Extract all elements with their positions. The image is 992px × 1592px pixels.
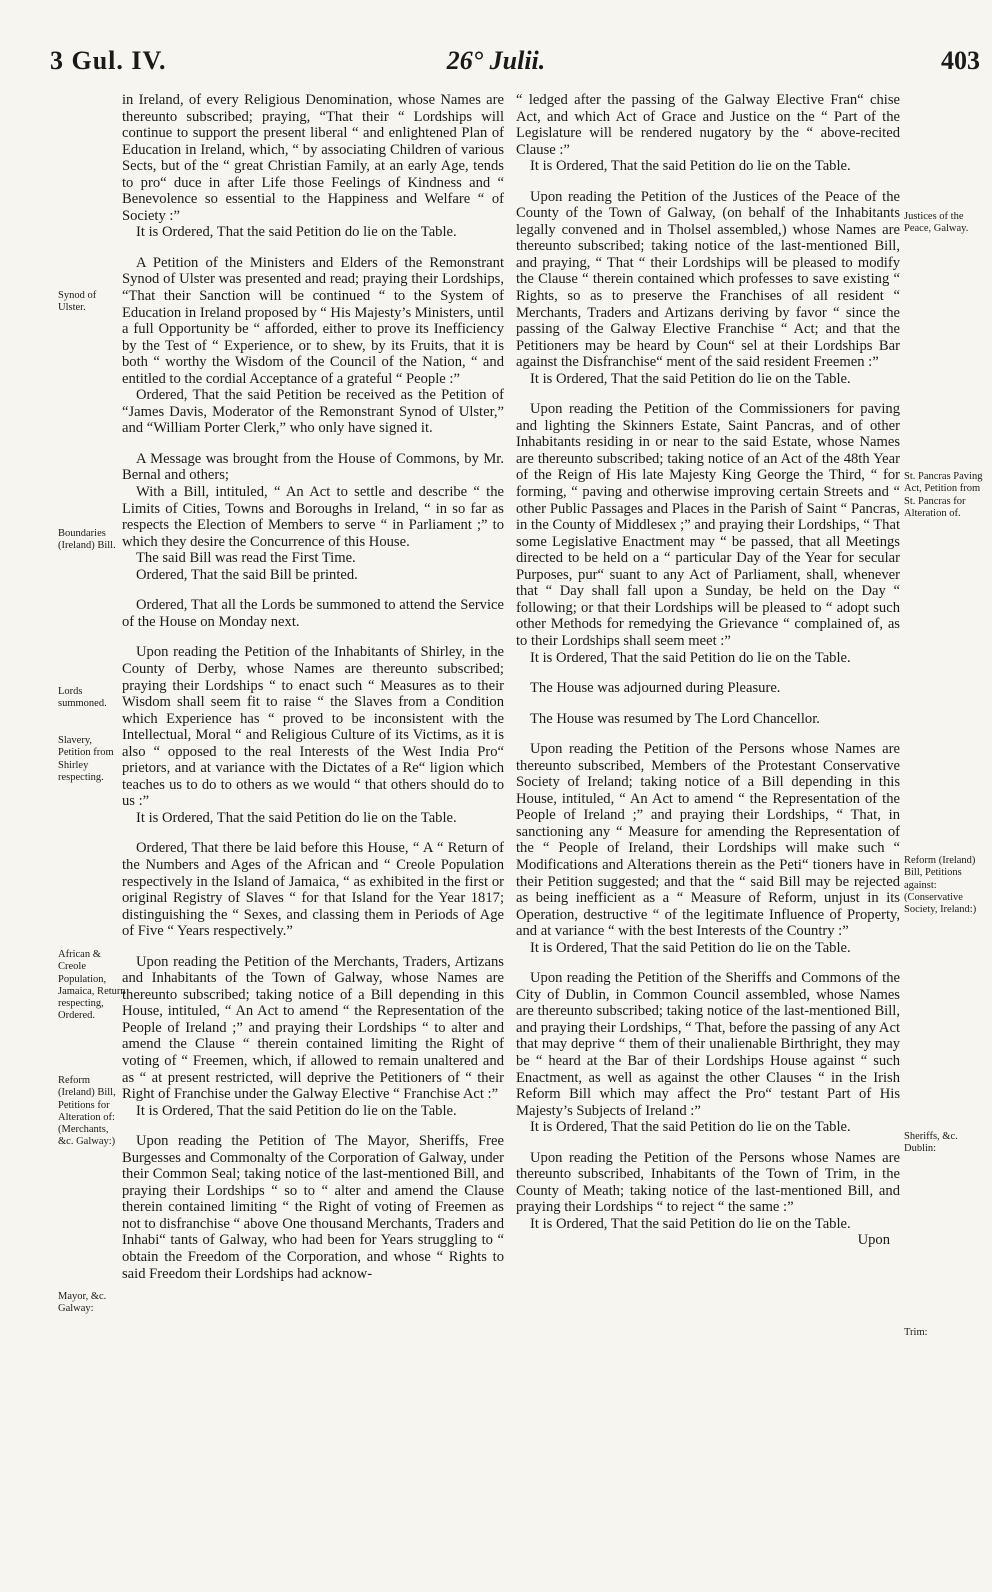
paragraph: The House was adjourned during Pleasure. bbox=[530, 680, 781, 697]
paragraph: A Petition of the Ministers and Elders of the Remonstrant Synod of Ulster was presented and read; praying their Lordships, “That their Sanction will be continued “ to the System of Education in Ireland proposed by “ His Majesty’s Ministers, until a full Opportunity be “ afforded, either to prove its Inefficiency by the Test of “ Experience, or to shew, by its Fruits, that it is both “ worthy the Wisdom of the Council of the Nation, “ and entitled to the cordial Acceptance of a grateful “ People :” bbox=[122, 254, 504, 387]
paragraph: It is Ordered, That the said Petition do lie on the Table. bbox=[530, 158, 851, 175]
paragraph: It is Ordered, That the said Petition do lie on the Table. bbox=[136, 809, 457, 826]
margin-note: Synod of Ulster. bbox=[58, 290, 97, 314]
margin-note: African & Creole Population, Jamaica, Return respecting, Ordered. bbox=[58, 949, 126, 1022]
margin-note: Lords summoned. bbox=[58, 686, 107, 710]
paragraph: Upon reading the Petition of The Mayor, Sheriffs, Free Burgesses and Commonalty of the Corporation of Galway, under their Common Seal; taking notice of the last-mentioned Bill, and praying their Lordships “ so to “ alter and amend the Clause therein contained limiting “ the Right of voting of Freemen as not to disfranchise “ above One thousand Merchants, Traders and Inhabi“ tants of Galway, who had been for Years struggling to “ obtain the Freedom of the Corporation, and whose “ Rights to said Freedom their Lordships had acknow- bbox=[122, 1133, 504, 1282]
margin-note: Sheriffs, &c. Dublin: bbox=[904, 1131, 958, 1155]
paragraph: Ordered, That the said Petition be received as the Petition of “James Davis, Moderator of the Remonstrant Synod of Ulster,” and “William Porter Clerk,” who only have signed it. bbox=[122, 387, 504, 437]
margin-note: Slavery, Petition from Shirley respecting. bbox=[58, 735, 114, 783]
paragraph: Upon reading the Petition of the Inhabitants of Shirley, in the County of Derby, whose Names are thereunto subscribed; praying their Lordships “ to enact such “ Measures as to their Wisdom shall seem fit to raise “ the Slaves from a Condition which Experience has “ proved to be inconsistent with the Intellectual, Moral “ and Religious Culture of its Victims, as it is also “ opposed to the real Interests of the West India Pro“ prietors, and at variance with the Dictates of a Re“ ligion which teaches us to do to others as we would “ that others should do to us :” bbox=[122, 644, 504, 810]
paragraph-gap bbox=[122, 437, 504, 451]
paragraph: It is Ordered, That the said Petition do lie on the Table. bbox=[530, 1119, 851, 1136]
paragraph: Ordered, That the said Bill be printed. bbox=[136, 566, 358, 583]
header-regnal-year: 3 Gul. IV. bbox=[50, 46, 167, 75]
paragraph-gap bbox=[122, 940, 504, 954]
margin-note: Boundaries (Ireland) Bill. bbox=[58, 528, 116, 552]
paragraph: Upon reading the Petition of the Sheriffs and Commons of the City of Dublin, in Common Council assembled, whose Names are thereunto subscribed; taking notice of the last-mentioned Bill, and praying their Lordships, “ That, before the passing of any Act that may deprive “ them of their unalienable Birthright, they may be “ heard at the Bar of their Lordships House against “ such Enactment, as well as against the other Clauses “ in the Irish Reform Bill which may affect the Pro“ testant Part of His Majesty’s Subjects of Ireland :” bbox=[516, 970, 900, 1119]
catchword: Upon bbox=[857, 1232, 890, 1249]
margin-note: Trim: bbox=[904, 1327, 928, 1338]
paragraph: Upon reading the Petition of the Commissioners for paving and lighting the Skinners Estate, Saint Pancras, and of other Inhabitants residing in or near to the said Estate, whose Names are thereunto subscribed; taking notice of an Act of the 48th Year of the Reign of His late Majesty King George the Third, “ for forming, “ paving and otherwise improving certain Streets and “ other Public Passages and Places in the Parish of Saint “ Pancras, in the County of Middlesex ;” and praying their Lordships, “ That some Legislative Enactment may “ be passed, that all Meetings directed to be held on a “ particular Day of the Year for secular Purposes, pur“ suant to any Act of Parliament, shall, whenever that “ Day shall fall upon a Sunday, be held on the Day “ following; or that their Lordships will be pleased to “ adopt such other Methods for remedying the Grievance “ complained of, as to their Lordships shall seem meet :” bbox=[516, 401, 900, 649]
paragraph: Upon reading the Petition of the Merchants, Traders, Artizans and Inhabitants of the Town of Galway, whose Names are thereunto subscribed; taking notice of a Bill depending in this House, intituled, “ An Act to amend “ the Representation of the People of Ireland ;” and praying their Lordships “ to alter and amend the Clause “ therein contained limiting the Right of voting of “ Freemen, which, if allowed to remain unaltered and as “ at present restricted, will deprive the Petitioners of “ their Right of Franchise under the Galway Elective “ Franchise Act :” bbox=[122, 953, 504, 1103]
margin-note: Justices of the Peace, Galway. bbox=[904, 211, 969, 235]
paragraph: With a Bill, intituled, “ An Act to settle and describe “ the Limits of Cities, Towns and Boroughs in Ireland, “ in so far as respects the Election of Members to serve “ in Parliament ;” to which they desire the Concurrence of this House. bbox=[122, 484, 504, 550]
margin-note: Reform (Ireland) Bill, Petitions for Alteration of: (Merchants, &c. Galway:) bbox=[58, 1075, 116, 1148]
paragraph-gap bbox=[516, 666, 900, 680]
header-page-number: 403 bbox=[941, 46, 980, 75]
paragraph-gap bbox=[516, 1136, 900, 1150]
paragraph: It is Ordered, That the said Petition do lie on the Table. bbox=[530, 370, 851, 387]
paragraph: The said Bill was read the First Time. bbox=[136, 550, 356, 567]
paragraph-gap bbox=[516, 387, 900, 401]
paragraph-gap bbox=[516, 697, 900, 711]
paragraph: Upon reading the Petition of the Persons whose Names are thereunto subscribed, Members of the Protestant Conservative Society of Ireland; taking notice of a Bill depending in this House, intituled, “ An Act to amend “ the Representation of the People of Ireland ;” and praying their Lordships, “ That, in sanctioning any “ Measure for amending the Representation of the “ People of Ireland, their Lordships will make such “ Modifications and Alterations therein as the Peti“ tioners have in their Petition suggested; and that the “ said Bill may be rejected as being inefficient as a “ Measure of Reform, unjust in its Operation, destructive “ of the legitimate Influence of Property, and at variance “ with the best Interests of the Country :” bbox=[516, 741, 900, 940]
paragraph: It is Ordered, That the said Petition do lie on the Table. bbox=[136, 224, 457, 241]
paragraph-gap bbox=[122, 241, 504, 255]
right-column bbox=[516, 92, 900, 1249]
paragraph: A Message was brought from the House of Commons, by Mr. Bernal and others; bbox=[122, 450, 504, 484]
paragraph-gap bbox=[122, 630, 504, 644]
paragraph: It is Ordered, That the said Petition do lie on the Table. bbox=[136, 1102, 457, 1119]
paragraph-gap bbox=[516, 175, 900, 189]
paragraph: Upon reading the Petition of the Persons whose Names are thereunto subscribed, Inhabitants of the Town of Trim, in the County of Meath; taking notice of the last-mentioned Bill, and praying their Lordships “ to reject “ the same :” bbox=[516, 1149, 900, 1216]
left-column bbox=[122, 92, 504, 1282]
margin-note: Reform (Ireland) Bill, Petitions against: (Conservative Society, Ireland:) bbox=[904, 855, 977, 916]
paragraph-gap bbox=[516, 956, 900, 970]
header-date: 26° Julii. bbox=[446, 46, 546, 75]
paragraph: Upon reading the Petition of the Justices of the Peace of the County of the Town of Galway, (on behalf of the Inhabitants legally convened and in Tholsel assembled,) whose Names are thereunto subscribed; taking notice of the last-mentioned Bill, and praying, “ That “ their Lordships will be pleased to modify the Clause “ therein contained which professes to save existing “ Rights, so as to preserve the Franchises of all resident “ Merchants, Traders and Artizans deriving by favor “ since the passing of the Galway Elective Franchise “ Act; and that the Petitioners may be heard by Coun“ sel at their Lordships Bar against the Disfranchise“ ment of the said resident Freemen :” bbox=[516, 188, 900, 371]
paragraph: It is Ordered, That the said Petition do lie on the Table. bbox=[530, 939, 851, 956]
paragraph-gap bbox=[122, 1119, 504, 1133]
paragraph-gap bbox=[516, 727, 900, 741]
paragraph: in Ireland, of every Religious Denomination, whose Names are thereunto subscribed; praying, “That their “ Lordships will continue to support the present liberal “ and enlightened Plan of Education in Ireland, which, “ by associating Children of various Sects, but of the “ great Christian Family, at an early Age, tends to pro“ duce in after Life those Feelings of Kindness and “ Benevolence so essential to the Happiness and Welfare “ of Society :” bbox=[122, 92, 504, 224]
paragraph: It is Ordered, That the said Petition do lie on the Table. bbox=[530, 649, 851, 666]
paragraph: “ ledged after the passing of the Galway Elective Fran“ chise Act, and which Act of Grace and Justice on the “ Part of the Legislature will be rendered nugatory by the “ above-recited Clause :” bbox=[516, 92, 900, 158]
margin-note: Mayor, &c. Galway: bbox=[58, 1291, 107, 1315]
paragraph: The House was resumed by The Lord Chancellor. bbox=[530, 710, 820, 727]
margin-note: St. Pancras Paving Act, Petition from St. Pancras for Alteration of. bbox=[904, 471, 983, 519]
paragraph-gap bbox=[122, 826, 504, 840]
paragraph: It is Ordered, That the said Petition do lie on the Table. bbox=[530, 1215, 851, 1232]
page-header bbox=[0, 46, 992, 86]
paragraph: Ordered, That all the Lords be summoned to attend the Service of the House on Monday next. bbox=[122, 597, 504, 630]
paragraph: Ordered, That there be laid before this House, “ A “ Return of the Numbers and Ages of the African and “ Creole Population respectively in the Island of Jamaica, “ as exhibited in the first or original Registry of Slaves “ for that Island for the Year 1817; distinguishing the “ Sexes, and classing them in Periods of Age of Five “ Years respectively.” bbox=[122, 840, 504, 940]
paragraph-gap bbox=[122, 583, 504, 597]
